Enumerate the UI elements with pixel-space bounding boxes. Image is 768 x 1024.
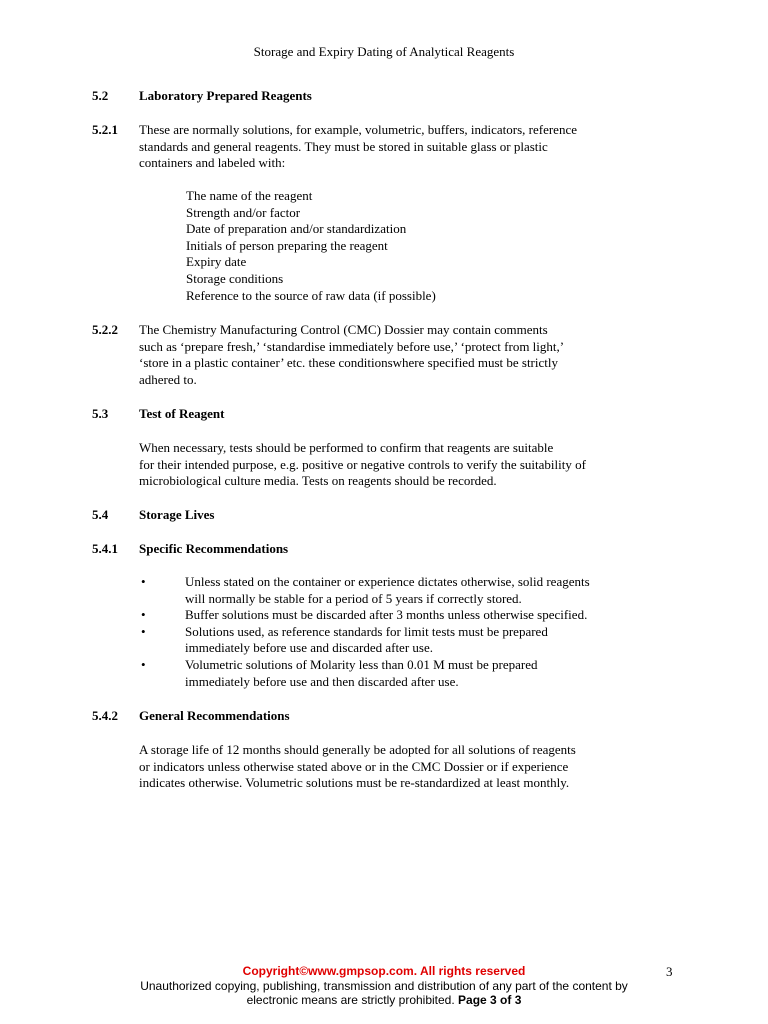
text-line: microbiological culture media. Tests on reagents should be recorded. xyxy=(139,473,497,489)
text-line: containers and labeled with: xyxy=(139,155,286,171)
text-line: Buffer solutions must be discarded after 3 months unless otherwise specified. xyxy=(185,607,588,623)
page-number: 3 xyxy=(666,964,673,979)
section-number: 5.4.2 xyxy=(92,708,118,723)
text-line: The Chemistry Manufacturing Control (CMC) Dossier may contain comments xyxy=(139,322,548,337)
text-line: immediately before use and discarded after use. xyxy=(185,640,433,656)
paragraph xyxy=(139,322,679,388)
page-of-total: Page 3 of 3 xyxy=(458,993,522,1007)
section-title: Storage Lives xyxy=(139,507,215,522)
bullet-marker: • xyxy=(141,656,146,672)
text-line: immediately before use and then discarded after use. xyxy=(185,673,459,689)
text-line: standards and general reagents. They must be stored in suitable glass or plastic xyxy=(139,138,548,154)
paragraph xyxy=(139,440,679,490)
text-line: Solutions used, as reference standards for limit tests must be prepared xyxy=(185,623,548,639)
section-title: Laboratory Prepared Reagents xyxy=(139,88,312,103)
section-title: General Recommendations xyxy=(139,708,290,723)
text-line: Unless stated on the container or experience dictates otherwise, solid reagents xyxy=(185,574,590,589)
bullet-marker: • xyxy=(141,574,146,589)
list-item: Reference to the source of raw data (if possible) xyxy=(186,287,436,303)
section-number: 5.4 xyxy=(92,507,109,522)
specific-recommendations-list xyxy=(139,574,699,690)
bullet-item xyxy=(139,574,699,607)
notice-text: electronic means are strictly prohibited. xyxy=(246,993,459,1007)
text-line: A storage life of 12 months should generally be adopted for all solutions of reagents xyxy=(139,742,576,757)
list-item: The name of the reagent xyxy=(186,188,313,203)
text-line: will normally be stable for a period of 5 years if correctly stored. xyxy=(185,590,522,606)
running-header: Storage and Expiry Dating of Analytical Reagents xyxy=(253,44,515,59)
list-item: Storage conditions xyxy=(186,270,284,286)
section-title: Specific Recommendations xyxy=(139,541,289,556)
text-line: such as ‘prepare fresh,’ ‘standardise immediately before use,’ ‘protect from light,’ xyxy=(139,338,565,354)
list-item: Strength and/or factor xyxy=(186,204,301,220)
notice-line xyxy=(0,993,768,1007)
notice-line: Unauthorized copying, publishing, transmission and distribution of any part of the content by xyxy=(140,979,628,993)
list-item: Date of preparation and/or standardization xyxy=(186,221,407,237)
copyright-notice: Copyright©www.gmpsop.com. All rights reserved xyxy=(242,964,526,978)
section-number: 5.2 xyxy=(92,88,109,103)
text-line: adhered to. xyxy=(139,371,197,387)
text-line: Volumetric solutions of Molarity less than 0.01 M must be prepared xyxy=(185,656,538,672)
bullet-marker: • xyxy=(141,607,146,623)
bullet-marker: • xyxy=(141,623,146,639)
text-line: When necessary, tests should be performed to confirm that reagents are suitable xyxy=(139,440,554,455)
text-line: indicates otherwise. Volumetric solutions must be re-standardized at least monthly. xyxy=(139,775,570,791)
label-requirements-list xyxy=(186,188,436,304)
list-item: Initials of person preparing the reagent xyxy=(186,237,388,253)
list-item: Expiry date xyxy=(186,254,247,270)
section-number: 5.2.1 xyxy=(92,122,118,137)
bullet-item xyxy=(139,624,699,657)
paragraph xyxy=(139,742,679,792)
paragraph xyxy=(139,122,679,172)
bullet-item xyxy=(139,657,699,690)
section-number: 5.2.2 xyxy=(92,322,118,337)
section-number: 5.3 xyxy=(92,406,109,421)
distribution-notice xyxy=(0,979,768,1007)
section-number: 5.4.1 xyxy=(92,541,118,556)
text-line: or indicators unless otherwise stated above or in the CMC Dossier or if experience xyxy=(139,758,569,774)
text-line: ‘store in a plastic container’ etc. these conditionswhere specified must be strictly xyxy=(139,355,558,371)
text-line: for their intended purpose, e.g. positive or negative controls to verify the suitability of xyxy=(139,456,586,472)
section-title: Test of Reagent xyxy=(139,406,225,421)
text-line: These are normally solutions, for example, volumetric, buffers, indicators, reference xyxy=(139,122,577,137)
bullet-item xyxy=(139,607,699,624)
